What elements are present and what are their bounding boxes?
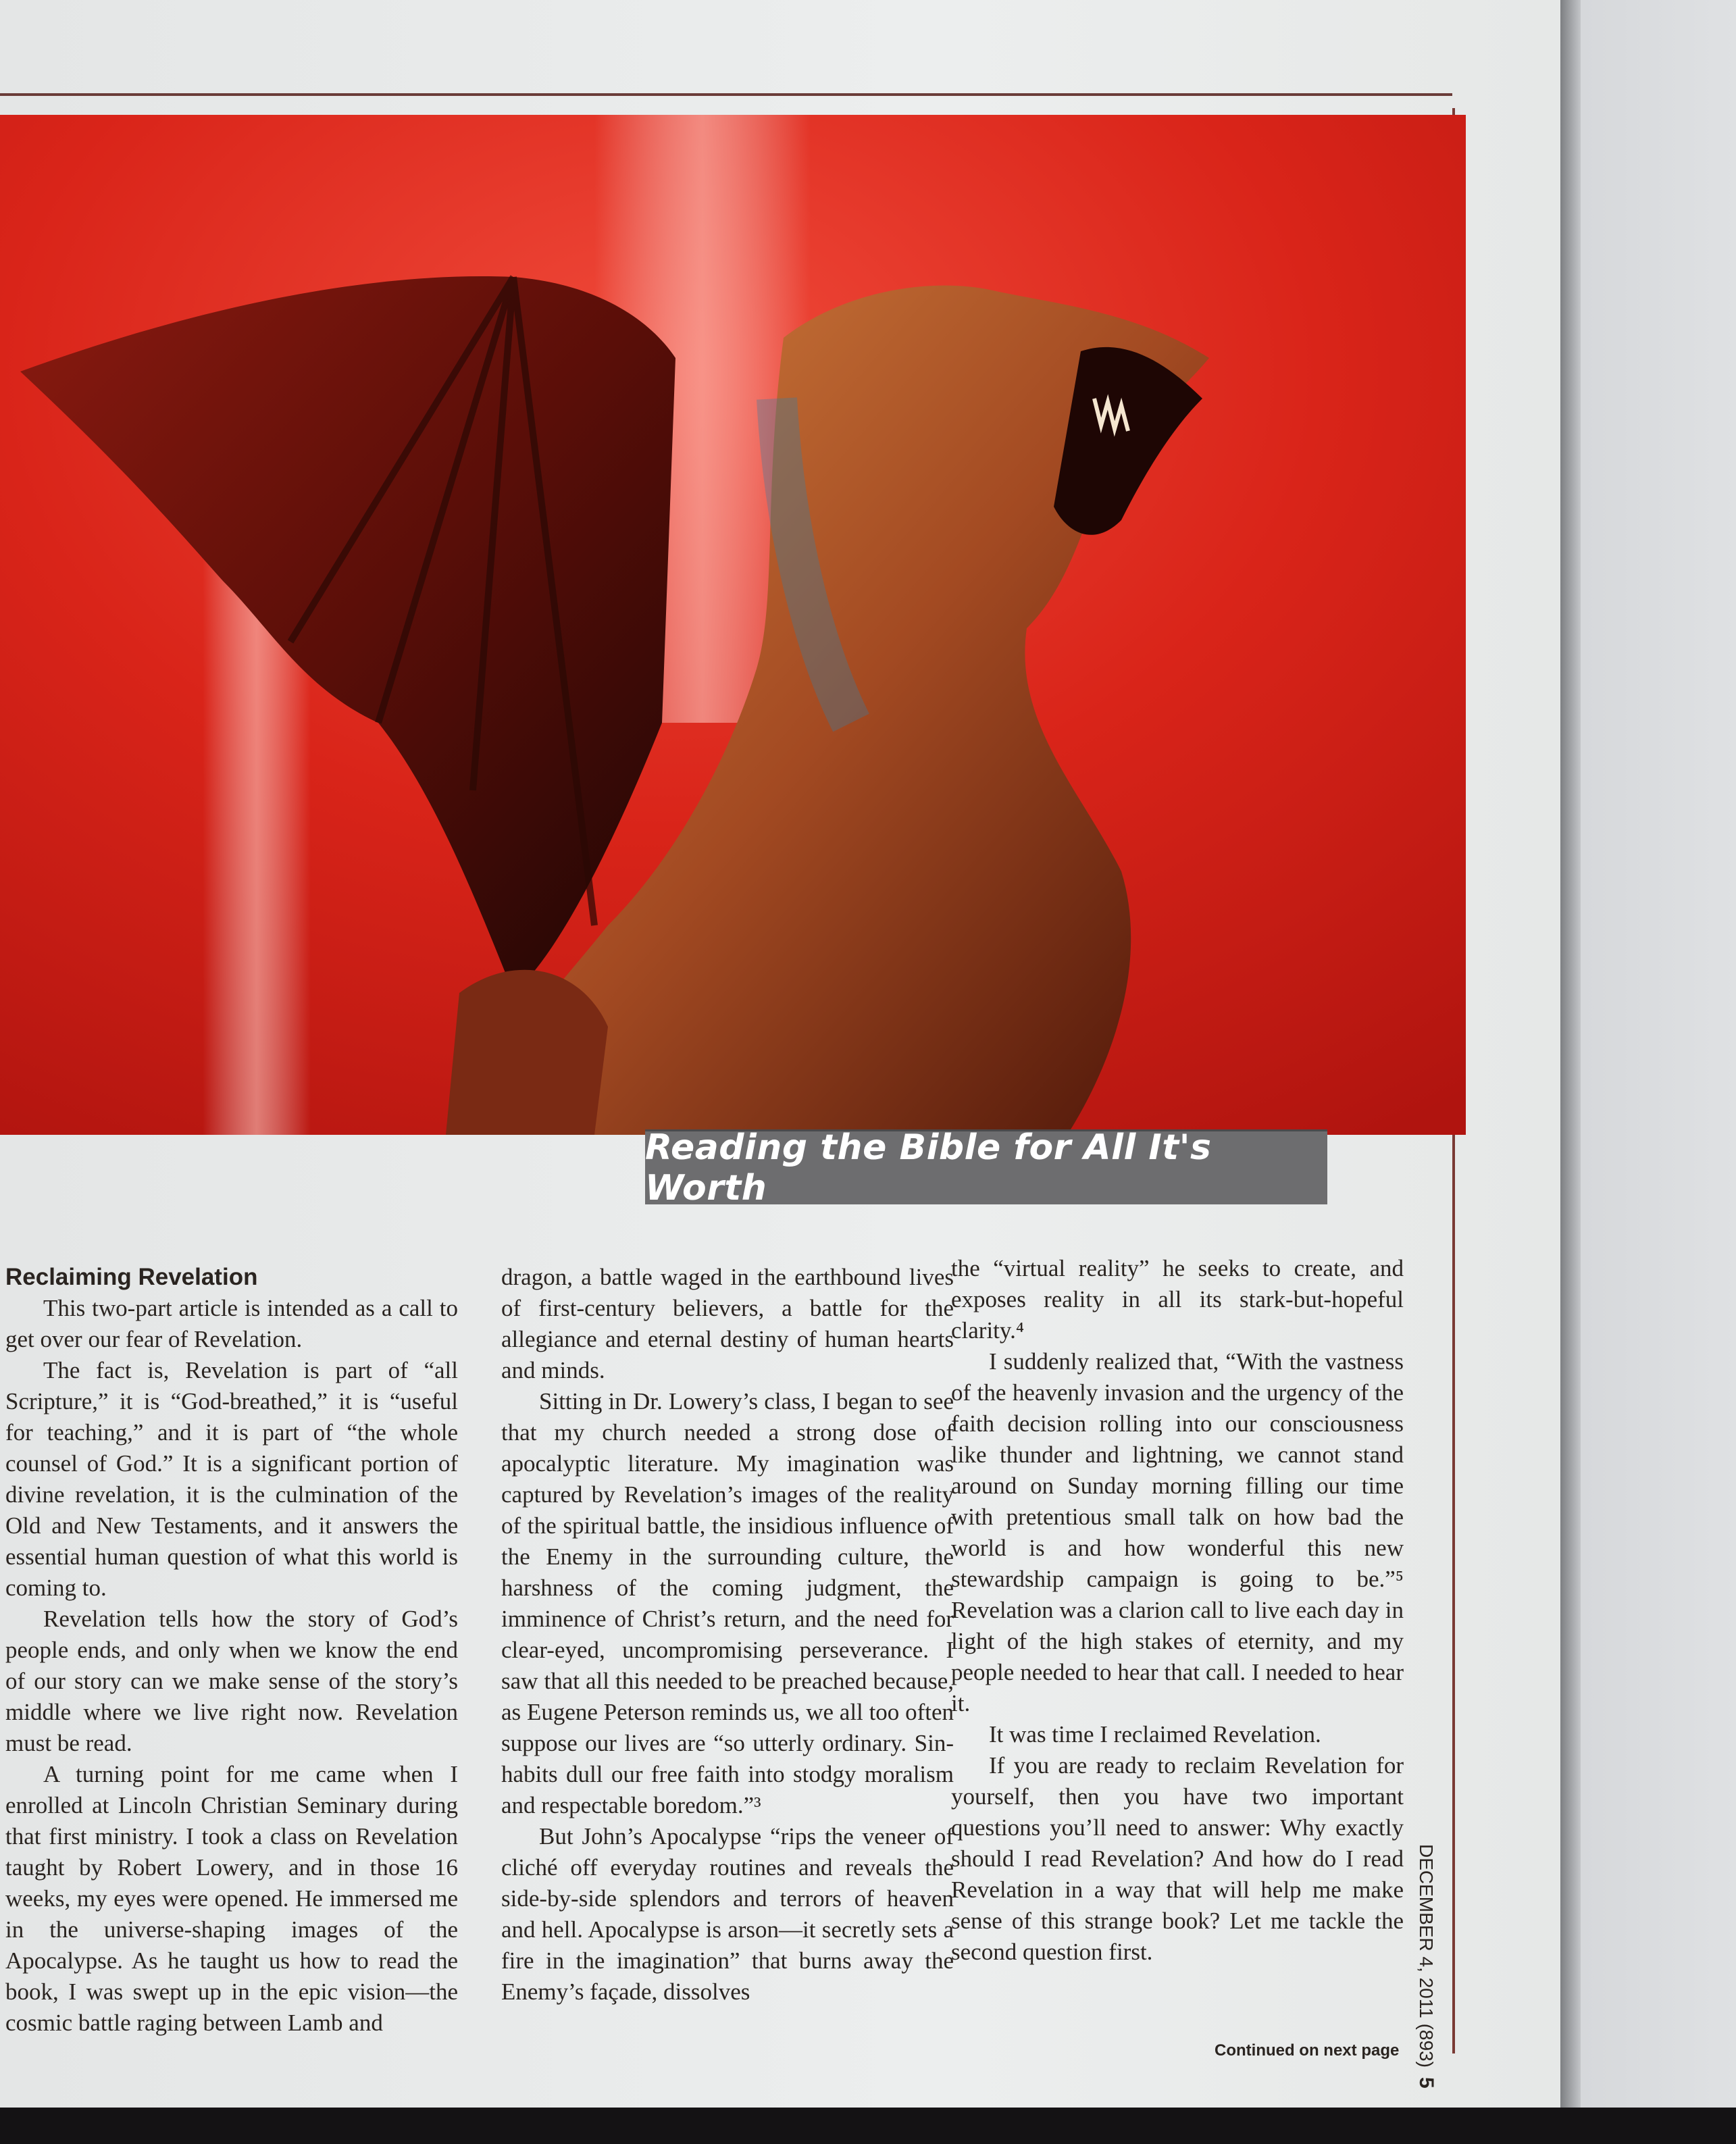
dragon-image [0,115,1466,1135]
paragraph: dragon, a battle waged in the earthbound lives of first-century believers, a battle for the allegiance and eternal destiny of human hearts and minds. [501,1264,954,1383]
page-folio [1415,1844,1438,2089]
top-rule [0,93,1452,96]
paragraph: It was time I reclaimed Revelation. [989,1721,1321,1747]
dragon-illustration [0,115,1466,1135]
background-surface [0,2108,1736,2144]
section-heading: Reclaiming Revelation [5,1264,258,1290]
page-gutter-shadow [1560,0,1581,2121]
paragraph: A turning point for me came when I enrolled at Lincoln Christian Seminary during that first ministry. I took a class on Revelation taught by Robert Lowery, and in those 16 weeks, my eyes were opened. He immersed me in the universe-shaping images of the Apocalypse. As he taught us how to read the book, I was swept up in the epic vision—the cosmic battle raging between Lamb and [5,1761,458,2036]
section-banner [645,1127,1327,1208]
article-column-2 [501,1262,954,2008]
paragraph: I suddenly realized that, “With the vastness of the heavenly invasion and the urgency of the faith decision rolling into our consciousness like thunder and lightning, we cannot stand around on Sunday morning filling our time with pretentious small talk on how bad the world is and how wonderful this new stewardship campaign is going to be.”⁵ Revelation was a clarion call to live each day in light of the high stakes of eternity, and my people needed to hear that call. I needed to hear it. [951,1348,1404,1716]
article-column-3 [951,1253,1404,1968]
paragraph: the “virtual reality” he seeks to create, and exposes reality in all its stark-but-hopeful clarity.⁴ [951,1255,1404,1344]
article-column-1 [5,1262,458,2039]
banner-title: Reading the Bible for All It's Worth [645,1127,1212,1208]
paragraph: Sitting in Dr. Lowery’s class, I began to see that my church needed a strong dose of apocalyptic literature. My imagination was captured by Revelation’s images of the reality of the spiritual battle, the insidious influence of the Enemy in the surrounding culture, the harshness of the coming judgment, the imminence of Christ’s return, and the need for clear-eyed, uncompromising perseverance. I saw that all this needed to be preached because, as Eugene Peterson reminds us, we all too often suppose our lives are “so utterly ordinary. Sin-habits dull our free faith into stodgy moralism and respectable boredom.”³ [501,1388,954,1818]
paragraph: This two-part article is intended as a call to get over our fear of Revelation. [5,1295,458,1352]
paragraph: The fact is, Revelation is part of “all Scripture,” it is “God-breathed,” it is “useful for teaching,” and it is part of “the whole counsel of God.” It is a significant portion of divine revelation, it is the culmination of the Old and New Testaments, and it answers the essential human question of what this world is coming to. [5,1357,458,1601]
adjacent-page-edge [1581,0,1736,2144]
continued-note: Continued on next page [1215,2041,1400,2060]
paragraph: But John’s Apocalypse “rips the veneer of cliché off everyday routines and reveals the side-by-side splendors and terrors of heaven and hell. Apocalypse is arson—it secretly sets a fire in the imagination” that burns away the Enemy’s façade, dissolves [501,1823,954,2005]
page-number: 5 [1415,2076,1437,2089]
paragraph: If you are ready to reclaim Revelation for yourself, then you have two important questions you’ll need to answer: Why exactly should I read Revelation? And how do I read Revelation in a way that will help me make sense of this strange book? Let me tackle the second question first. [951,1752,1404,1965]
issue-date: DECEMBER 4, 2011 (893) [1416,1844,1437,2068]
paragraph: Revelation tells how the story of God’s people ends, and only when we know the end of our story can we make sense of the story’s middle where we live right now. Revelation must be read. [5,1606,458,1756]
